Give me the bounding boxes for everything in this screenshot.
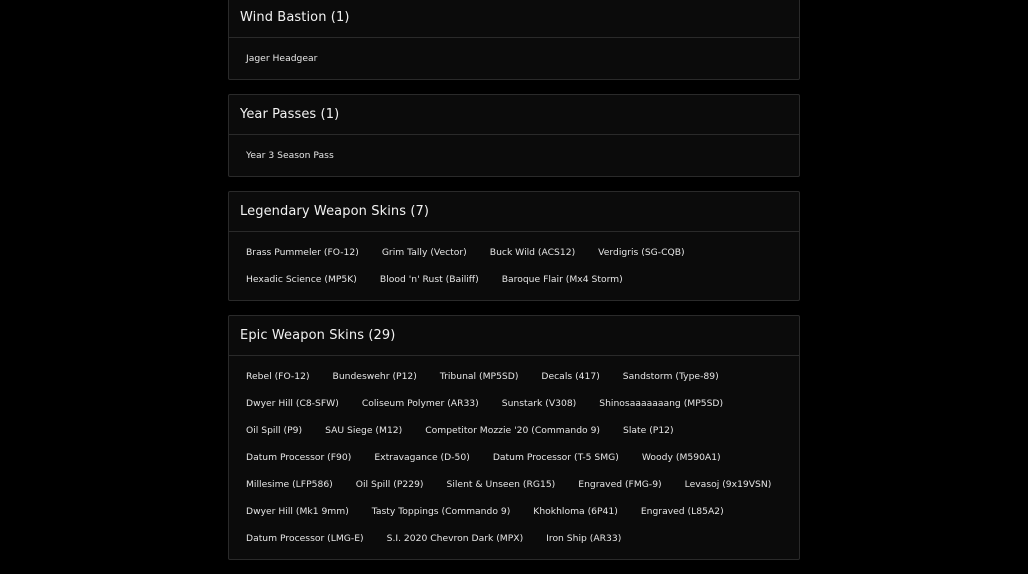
item-link[interactable]: Sandstorm (Type-89) (622, 371, 719, 382)
item-link[interactable]: Datum Processor (LMG-E) (246, 533, 364, 544)
item-link[interactable]: Dwyer Hill (Mk1 9mm) (246, 506, 349, 517)
category-header (229, 316, 799, 356)
item-link[interactable]: S.I. 2020 Chevron Dark (MPX) (386, 533, 524, 544)
item-link[interactable]: Buck Wild (ACS12) (489, 247, 576, 258)
item-link[interactable]: Oil Spill (P9) (246, 425, 303, 436)
category-card-year-passes (228, 94, 800, 177)
category-card-wind-bastion (228, 0, 800, 80)
item-link[interactable]: Rebel (FO-12) (246, 371, 310, 382)
item-link[interactable]: SAU Siege (M12) (325, 425, 403, 436)
item-link[interactable]: Engraved (L85A2) (640, 506, 724, 517)
item-link[interactable]: Tasty Toppings (Commando 9) (371, 506, 511, 517)
item-link[interactable]: Tribunal (MP5SD) (439, 371, 519, 382)
item-link[interactable]: Levasoj (9x19VSN) (684, 479, 772, 490)
category-title: Legendary Weapon Skins (7) (240, 204, 430, 219)
item-link[interactable]: Brass Pummeler (FO-12) (246, 247, 359, 258)
item-link[interactable]: Silent & Unseen (RG15) (446, 479, 556, 490)
category-header (229, 192, 799, 232)
category-title: Wind Bastion (1) (240, 10, 350, 25)
item-link[interactable]: Grim Tally (Vector) (381, 247, 467, 258)
item-link[interactable]: Slate (P12) (623, 425, 674, 436)
item-link[interactable]: Oil Spill (P229) (355, 479, 424, 490)
item-link[interactable]: Verdigris (SG-CQB) (598, 247, 685, 258)
item-link[interactable]: Sunstark (V308) (501, 398, 577, 409)
item-link[interactable]: Woody (M590A1) (641, 452, 721, 463)
category-title: Epic Weapon Skins (29) (240, 328, 396, 343)
category-items (229, 135, 799, 176)
item-link[interactable]: Competitor Mozzie '20 (Commando 9) (425, 425, 601, 436)
item-link[interactable]: Iron Ship (AR33) (546, 533, 622, 544)
item-link[interactable]: Millesime (LFP586) (246, 479, 333, 490)
item-category-list (228, 0, 800, 574)
item-link[interactable]: Baroque Flair (Mx4 Storm) (501, 274, 623, 285)
category-card-legendary-weapon-skins (228, 191, 800, 301)
item-link[interactable]: Khokhloma (6P41) (533, 506, 618, 517)
item-link[interactable]: Coliseum Polymer (AR33) (361, 398, 479, 409)
category-items (229, 38, 799, 79)
item-link[interactable]: Blood 'n' Rust (Bailiff) (379, 274, 479, 285)
item-link[interactable]: Bundeswehr (P12) (332, 371, 417, 382)
category-header (229, 95, 799, 135)
category-items (229, 232, 799, 300)
item-link[interactable]: Dwyer Hill (C8-SFW) (246, 398, 339, 409)
item-link[interactable]: Engraved (FMG-9) (578, 479, 662, 490)
category-items (229, 356, 799, 559)
item-link[interactable]: Decals (417) (541, 371, 600, 382)
item-link[interactable]: Datum Processor (F90) (246, 452, 352, 463)
item-link[interactable]: Year 3 Season Pass (246, 150, 334, 161)
item-link[interactable]: Shinosaaaaaaang (MP5SD) (599, 398, 724, 409)
category-header (229, 0, 799, 38)
item-link[interactable]: Datum Processor (T-5 SMG) (492, 452, 619, 463)
item-link[interactable]: Hexadic Science (MP5K) (246, 274, 357, 285)
category-title: Year Passes (1) (240, 107, 340, 122)
item-link[interactable]: Extravagance (D-50) (374, 452, 470, 463)
category-card-epic-weapon-skins (228, 315, 800, 560)
item-link[interactable]: Jager Headgear (246, 53, 318, 64)
